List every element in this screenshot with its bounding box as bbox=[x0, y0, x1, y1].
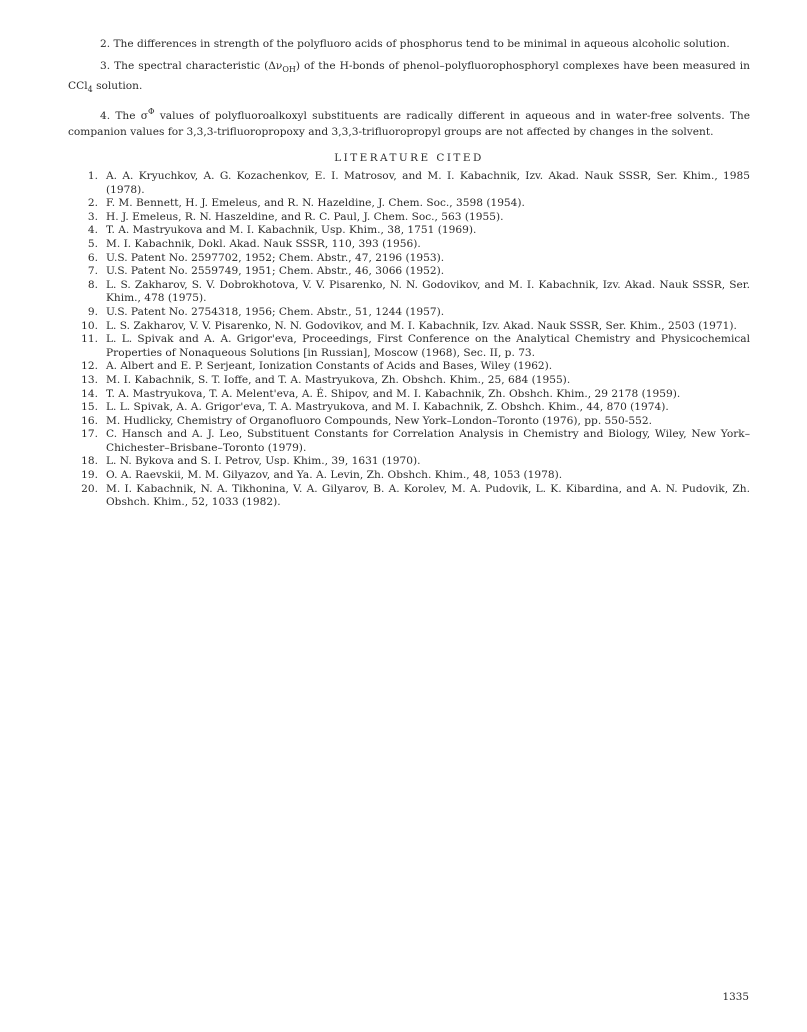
reference-text: T. A. Mastryukova and M. I. Kabachnik, Usp. Khim., 38, 1751 (1969). bbox=[106, 224, 477, 237]
reference-item bbox=[68, 455, 750, 469]
reference-number: 2. bbox=[87, 197, 98, 210]
reference-item bbox=[68, 469, 750, 483]
reference-item bbox=[68, 306, 750, 320]
reference-text: A. A. Kryuchkov, A. G. Kozachenkov, E. I. Matrosov, and M. I. Kabachnik, Izv. Akad. Nauk SSSR, Ser. Khim., 1985 (1978). bbox=[106, 170, 750, 196]
reference-number: 15. bbox=[81, 401, 98, 414]
reference-text: O. A. Raevskii, M. M. Gilyazov, and Ya. A. Levin, Zh. Obshch. Khim., 48, 1053 (1978). bbox=[106, 469, 563, 482]
reference-number: 5. bbox=[87, 237, 98, 250]
p4-superscript-phi: Φ bbox=[148, 107, 155, 116]
reference-item bbox=[68, 415, 750, 429]
reference-number: 1. bbox=[87, 170, 98, 182]
reference-number: 17. bbox=[81, 428, 98, 441]
reference-item bbox=[68, 265, 750, 279]
reference-item bbox=[68, 279, 750, 306]
reference-text: F. M. Bennett, H. J. Emeleus, and R. N. Hazeldine, J. Chem. Soc., 3598 (1954). bbox=[106, 197, 525, 210]
reference-text: M. I. Kabachnik, S. T. Ioffe, and T. A. Mastryukova, Zh. Obshch. Khim., 25, 684 (1955). bbox=[106, 373, 571, 386]
reference-item bbox=[68, 401, 750, 415]
reference-text: L. N. Bykova and S. I. Petrov, Usp. Khim., 39, 1631 (1970). bbox=[106, 455, 421, 468]
reference-text: A. Albert and E. P. Serjeant, Ionization Constants of Acids and Bases, Wiley (1962). bbox=[106, 360, 553, 373]
reference-number: 10. bbox=[81, 319, 98, 332]
reference-number: 3. bbox=[87, 210, 98, 223]
reference-number: 18. bbox=[81, 455, 98, 468]
reference-item bbox=[68, 374, 750, 388]
page-number: 1335 bbox=[722, 991, 749, 1003]
conclusion-paragraph-2: 2. The differences in strength of the polyfluoro acids of phosphorus tend to be minimal in aqueous alcoholic solution. bbox=[100, 38, 730, 50]
literature-cited-heading: LITERATURE CITED bbox=[334, 152, 484, 164]
reference-number: 9. bbox=[87, 305, 98, 318]
reference-number: 13. bbox=[81, 373, 98, 386]
p4-post: values of polyfluoroalkoxyl substituents are radically different in aqueous and in water-free solvents. The companion values for 3,3,3-trifluoropropoxy and 3,3,3-trifluoropropyl groups are not affected by changes in the solvent. bbox=[68, 110, 750, 138]
reference-list bbox=[68, 170, 750, 510]
reference-text: T. A. Mastryukova, T. A. Melent'eva, A. É. Shipov, and M. I. Kabachnik, Zh. Obshch. Khim., 29 2178 (1959). bbox=[106, 387, 681, 400]
reference-number: 16. bbox=[81, 414, 98, 427]
p3-pre: 3. The spectral characteristic (Δν bbox=[100, 60, 283, 72]
reference-text: L. L. Spivak, A. A. Grigor'eva, T. A. Mastryukova, and M. I. Kabachnik, Z. Obshch. Khim., 44, 870 (1974). bbox=[106, 401, 669, 414]
reference-item bbox=[68, 238, 750, 252]
reference-item bbox=[68, 252, 750, 266]
reference-number: 7. bbox=[87, 265, 98, 278]
reference-number: 19. bbox=[81, 469, 98, 482]
reference-text: M. I. Kabachnik, Dokl. Akad. Nauk SSSR, 110, 393 (1956). bbox=[106, 237, 421, 250]
reference-item bbox=[68, 211, 750, 225]
reference-number: 8. bbox=[87, 278, 98, 291]
reference-text: H. J. Emeleus, R. N. Haszeldine, and R. C. Paul, J. Chem. Soc., 563 (1955). bbox=[106, 210, 504, 223]
reference-item bbox=[68, 428, 750, 455]
p4-pre: 4. The σ bbox=[100, 110, 148, 122]
reference-item bbox=[68, 197, 750, 211]
reference-item bbox=[68, 224, 750, 238]
conclusion-paragraph-4 bbox=[68, 104, 750, 140]
reference-number: 12. bbox=[81, 360, 98, 373]
reference-text: U.S. Patent No. 2754318, 1956; Chem. Abstr., 51, 1244 (1957). bbox=[106, 305, 445, 318]
reference-item bbox=[68, 333, 750, 360]
p3-post: solution. bbox=[92, 80, 143, 92]
reference-text: M. Hudlicky, Chemistry of Organofluoro Compounds, New York–London–Toronto (1976), pp. 550-552. bbox=[106, 414, 652, 427]
conclusion-paragraph-3 bbox=[68, 58, 750, 98]
p3-subscript-oh: OH bbox=[282, 65, 296, 74]
reference-number: 20. bbox=[81, 482, 98, 495]
reference-text: M. I. Kabachnik, N. A. Tikhonina, V. A. Gilyarov, B. A. Korolev, M. A. Pudovik, L. K. Kibardina, and A. N. Pudovik, Zh. Obshch. Khim., 52, 1033 (1982). bbox=[106, 482, 750, 509]
reference-number: 11. bbox=[81, 333, 98, 346]
reference-number: 4. bbox=[87, 224, 98, 237]
reference-text: U.S. Patent No. 2597702, 1952; Chem. Abstr., 47, 2196 (1953). bbox=[106, 251, 445, 264]
reference-text: L. S. Zakharov, V. V. Pisarenko, N. N. Godovikov, and M. I. Kabachnik, Izv. Akad. Nauk SSSR, Ser. Khim., 2503 (1971). bbox=[106, 319, 737, 332]
reference-item bbox=[68, 360, 750, 374]
reference-number: 6. bbox=[87, 251, 98, 264]
reference-item bbox=[68, 170, 750, 197]
reference-text: C. Hansch and A. J. Leo, Substituent Constants for Correlation Analysis in Chemistry and Biology, Wiley, New York–Chichester–Brisbane–Toronto (1979). bbox=[106, 428, 750, 454]
page-body bbox=[68, 36, 750, 510]
reference-item bbox=[68, 483, 750, 510]
reference-number: 14. bbox=[81, 387, 98, 400]
reference-text: L. L. Spivak and A. A. Grigor'eva, Proceedings, First Conference on the Analytical Chemistry and Physicochemical Properties of Nonaqueous Solutions [in Russian], Moscow (1968), Sec. II, p. 73. bbox=[106, 333, 750, 359]
reference-item bbox=[68, 320, 750, 334]
reference-text: U.S. Patent No. 2559749, 1951; Chem. Abstr., 46, 3066 (1952). bbox=[106, 265, 445, 278]
reference-text: L. S. Zakharov, S. V. Dobrokhotova, V. V. Pisarenko, N. N. Godovikov, and M. I. Kabachnik, Izv. Akad. Nauk SSSR, Ser. Khim., 478 (1975). bbox=[106, 278, 750, 305]
p3-mid: ) of the H-bonds of phenol–polyfluorophosphoryl complexes have been measured in CCl bbox=[68, 60, 750, 92]
p3-subscript-4: 4 bbox=[87, 85, 93, 94]
reference-item bbox=[68, 388, 750, 402]
